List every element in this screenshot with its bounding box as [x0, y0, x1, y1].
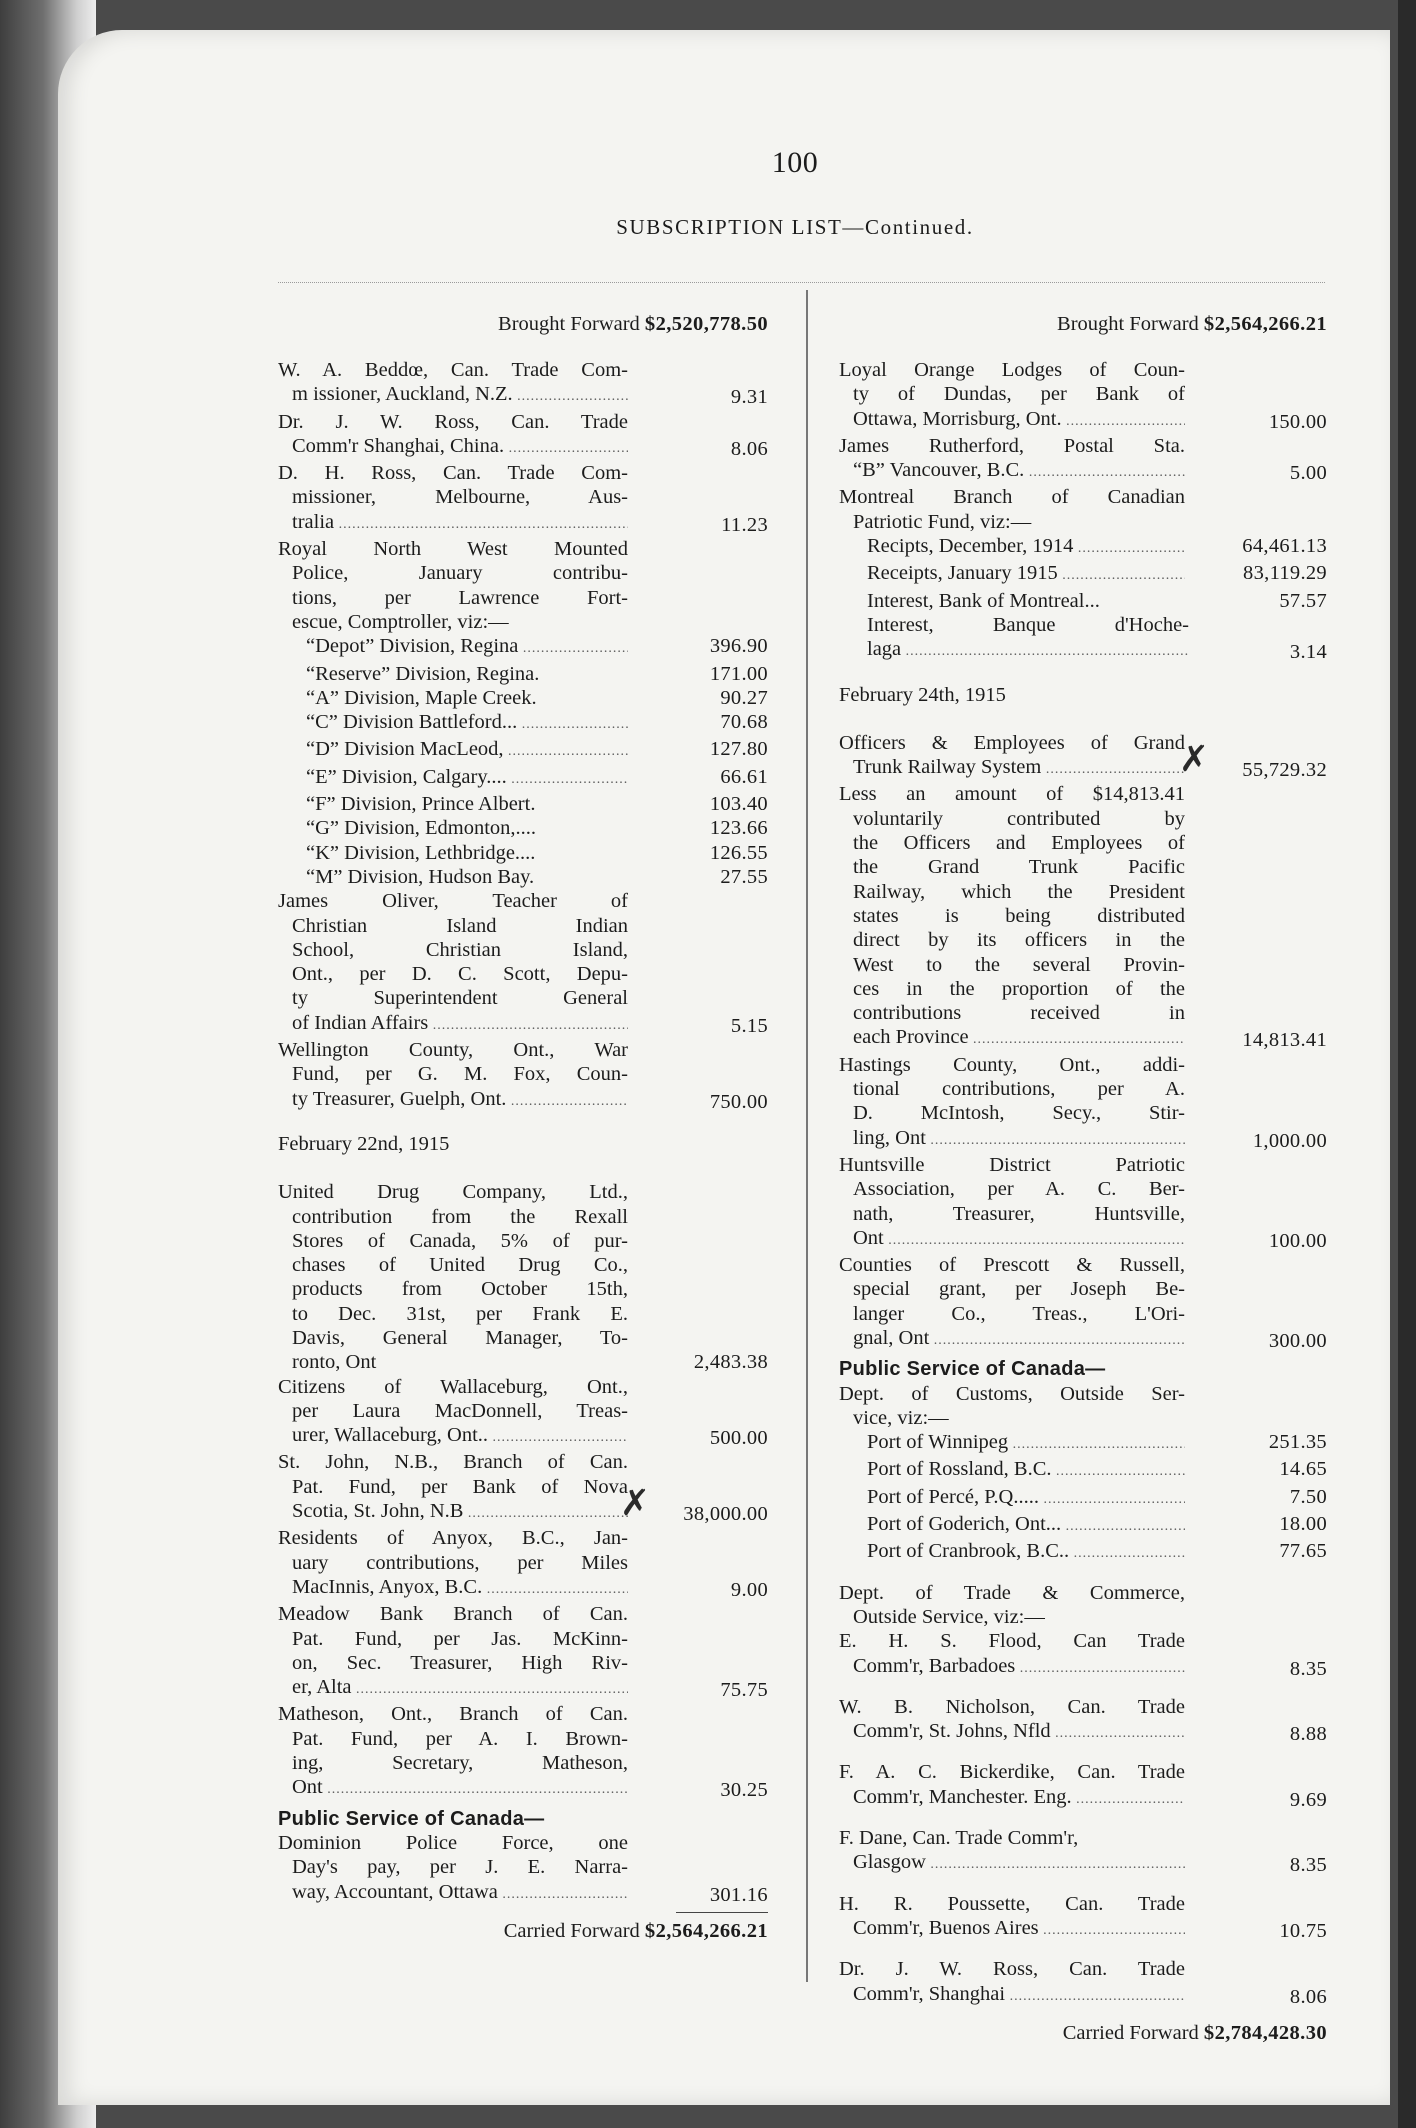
item-label: “D” Division MacLeod, .....	[306, 737, 628, 764]
entry-line: Pat. Fund, per Bank of Nova	[292, 1475, 628, 1498]
header-rule	[278, 282, 1325, 283]
entry-description	[278, 1180, 628, 1374]
itemized-line	[278, 737, 768, 764]
item-label: “Reserve” Division, Regina.	[306, 662, 540, 685]
itemized-line	[839, 1539, 1327, 1566]
entry-description	[278, 1526, 628, 1602]
entry-line: Royal North West Mounted	[278, 538, 628, 561]
item-amount: 77.65	[1279, 1540, 1327, 1563]
entry-line: Meadow Bank Branch of Can.	[278, 1603, 628, 1626]
entry-line: chases of United Drug Co.,	[292, 1254, 628, 1277]
entry-amount: 55,729.32	[1242, 759, 1327, 782]
carried-forward-line	[839, 2021, 1327, 2045]
entry-line: urer, Wallaceburg, Ont.. .....	[278, 1423, 628, 1450]
entry-line: laga .....	[867, 637, 1189, 664]
entry-description	[839, 1382, 1185, 1431]
date-heading: February 24th, 1915	[839, 683, 1006, 706]
item-amount: 3.14	[1289, 641, 1327, 664]
list-entry	[278, 1038, 768, 1114]
entry-line: Dr. J. W. Ross, Can. Trade	[839, 1958, 1185, 1981]
entry-line: Davis, General Manager, To-	[292, 1326, 628, 1349]
item-label: Receipts, January 1915 .....	[867, 561, 1185, 588]
list-entry	[278, 1702, 768, 1802]
entry-description	[278, 1831, 628, 1907]
itemized-line	[278, 662, 768, 686]
entry-line: tralia .....	[278, 510, 628, 537]
column-divider	[806, 290, 808, 1982]
carried-forward-label: Carried Forward	[1062, 2021, 1199, 2044]
list-entry	[839, 1053, 1327, 1153]
item-amount: 127.80	[709, 738, 768, 761]
entry-line: Dominion Police Force, one	[278, 1831, 628, 1854]
entry-line: uary contributions, per Miles	[292, 1551, 628, 1574]
entry-line: ces in the proportion of the	[853, 977, 1185, 1000]
itemized-line	[839, 1430, 1327, 1457]
entry-line: states is being distributed	[853, 904, 1185, 927]
itemized-line	[839, 589, 1327, 613]
entry-line: Officers & Employees of Grand	[839, 731, 1185, 754]
entry-line: H. R. Poussette, Can. Trade	[839, 1892, 1185, 1915]
left-entries	[278, 358, 768, 1907]
entry-line: Outside Service, viz:—	[853, 1605, 1045, 1628]
item-label: “K” Division, Lethbridge....	[306, 841, 536, 864]
entry-line: of Indian Affairs .....	[278, 1011, 628, 1038]
list-entry	[839, 1382, 1327, 1431]
entry-description	[278, 1602, 628, 1702]
item-amount: 396.90	[709, 635, 768, 658]
entry-description	[839, 1153, 1185, 1253]
entry-description	[839, 1053, 1185, 1153]
entry-line: Counties of Prescott & Russell,	[839, 1254, 1185, 1277]
list-entry	[839, 1581, 1327, 1630]
list-entry	[278, 1375, 768, 1451]
entry-line: Association, per A. C. Ber-	[853, 1178, 1185, 1201]
item-label: Port of Cranbrook, B.C.. .....	[867, 1539, 1185, 1566]
entry-line: per Laura MacDonnell, Treas-	[292, 1399, 628, 1422]
entry-amount: 2,483.38	[693, 1351, 768, 1374]
handwritten-check-mark: ✗	[619, 1483, 650, 1525]
entry-amount: 11.23	[721, 513, 768, 536]
itemized-line	[839, 1457, 1327, 1484]
entry-description	[839, 1892, 1185, 1944]
entry-line: ty of Dundas, per Bank of	[853, 383, 1185, 406]
entry-line: Comm'r, Barbadoes .....	[839, 1654, 1185, 1681]
entry-line: gnal, Ont .....	[839, 1326, 1185, 1353]
item-amount: 83,119.29	[1243, 562, 1327, 585]
entry-description	[278, 537, 628, 634]
entry-line: Day's pay, per J. E. Narra-	[292, 1856, 628, 1879]
list-entry	[839, 1826, 1327, 1878]
entry-line: Stores of Canada, 5% of pur-	[292, 1229, 628, 1252]
entry-line: Residents of Anyox, B.C., Jan-	[278, 1527, 628, 1550]
item-amount: 14.65	[1279, 1458, 1327, 1481]
entry-amount: 8.88	[1289, 1723, 1327, 1746]
entry-line: D. McIntosh, Secy., Stir-	[853, 1102, 1185, 1125]
item-amount: 66.61	[720, 765, 768, 788]
entry-line: tional contributions, per A.	[853, 1078, 1185, 1101]
itemized-line	[278, 792, 768, 816]
itemized-line	[278, 710, 768, 737]
entry-line: Fund, per G. M. Fox, Coun-	[292, 1063, 628, 1086]
entry-line: Comm'r, Buenos Aires .....	[839, 1916, 1185, 1943]
entry-amount: 750.00	[709, 1090, 768, 1113]
item-label: “E” Division, Calgary.... .....	[306, 765, 628, 792]
item-label	[839, 613, 1189, 665]
itemized-line	[278, 865, 768, 889]
entry-description	[278, 1450, 628, 1526]
entry-line: missioner, Melbourne, Aus-	[292, 486, 628, 509]
entry-line: Pat. Fund, per Jas. McKinn-	[292, 1627, 628, 1650]
entry-line: vice, viz:—	[853, 1406, 949, 1429]
itemized-line	[278, 634, 768, 661]
entry-amount: 8.06	[730, 437, 768, 460]
entry-line: James Rutherford, Postal Sta.	[839, 434, 1185, 457]
item-label: “G” Division, Edmonton,....	[306, 817, 537, 840]
entry-description	[278, 1702, 628, 1802]
item-label: “Depot” Division, Regina .....	[306, 634, 628, 661]
list-entry	[278, 1180, 768, 1374]
entry-line: Christian Island Indian	[292, 914, 628, 937]
right-column	[839, 312, 1327, 2045]
list-entry	[839, 782, 1327, 1052]
entry-line: the Grand Trunk Pacific	[853, 856, 1185, 879]
list-entry	[839, 358, 1327, 434]
item-label: Port of Goderich, Ont... .....	[867, 1512, 1185, 1539]
entry-line: Dept. of Customs, Outside Ser-	[839, 1382, 1185, 1405]
entry-line: ing, Secretary, Matheson,	[292, 1752, 628, 1775]
right-entries	[839, 358, 1327, 2009]
entry-line: Pat. Fund, per A. I. Brown-	[292, 1727, 628, 1750]
entry-line: contribution from the Rexall	[292, 1205, 628, 1228]
entry-line: Less an amount of $14,813.41	[839, 783, 1185, 806]
brought-forward-label: Brought Forward	[1057, 313, 1199, 335]
entry-description	[839, 1253, 1185, 1353]
item-amount: 123.66	[709, 817, 768, 840]
entry-line: Ont., per D. C. Scott, Depu-	[292, 963, 628, 986]
item-label: Recipts, December, 1914 .....	[867, 534, 1185, 561]
section-heading: Public Service of Canada—	[278, 1807, 545, 1830]
entry-description	[839, 358, 1185, 434]
entry-description	[278, 358, 628, 410]
list-entry	[278, 1450, 768, 1526]
entry-line: United Drug Company, Ltd.,	[278, 1181, 628, 1204]
section-heading: Public Service of Canada—	[839, 1358, 1106, 1381]
itemized-line	[839, 613, 1327, 665]
entry-line: Police, January contribu-	[292, 562, 628, 585]
entry-amount: 38,000.00	[683, 1503, 768, 1526]
list-entry	[278, 461, 768, 537]
entry-line: the Officers and Employees of	[853, 832, 1185, 855]
entry-description	[278, 461, 628, 537]
list-entry	[839, 1153, 1327, 1253]
entry-line: E. H. S. Flood, Can Trade	[839, 1630, 1185, 1653]
itemized-line	[278, 686, 768, 710]
itemized-line	[839, 1485, 1327, 1512]
entry-amount: 9.69	[1289, 1788, 1327, 1811]
list-entry	[278, 1602, 768, 1702]
entry-line: Patriotic Fund, viz:—	[853, 510, 1032, 533]
entry-line: way, Accountant, Ottawa .....	[278, 1880, 628, 1907]
entry-line: Comm'r, Shanghai .....	[839, 1982, 1185, 2009]
itemized-line	[278, 816, 768, 840]
entry-description	[839, 485, 1185, 534]
carried-forward-label: Carried Forward	[503, 1919, 640, 1942]
entry-amount: 9.31	[730, 386, 768, 409]
item-label: “M” Division, Hudson Bay.	[306, 865, 535, 888]
entry-line: Dr. J. W. Ross, Can. Trade	[278, 410, 628, 433]
list-entry	[278, 537, 768, 634]
item-amount: 70.68	[720, 711, 768, 734]
brought-forward-amount: $2,564,266.21	[1203, 313, 1327, 335]
item-amount: 90.27	[720, 686, 768, 709]
entry-line: Comm'r, Manchester. Eng. .....	[839, 1785, 1185, 1812]
entry-line: ronto, Ont	[292, 1351, 377, 1374]
entry-line: Railway, which the President	[853, 880, 1185, 903]
entry-description	[278, 889, 628, 1038]
entry-amount: 10.75	[1279, 1919, 1327, 1942]
item-amount: 64,461.13	[1242, 535, 1327, 558]
entry-description	[278, 410, 628, 462]
entry-line: West to the several Provin-	[853, 953, 1185, 976]
entry-line: James Oliver, Teacher of	[278, 890, 628, 913]
itemized-line	[839, 1512, 1327, 1539]
entry-line: Wellington County, Ont., War	[278, 1039, 628, 1062]
item-amount: 126.55	[709, 841, 768, 864]
entry-description	[839, 1826, 1185, 1878]
itemized-line	[839, 561, 1327, 588]
entry-line: products from October 15th,	[292, 1278, 628, 1301]
item-amount: 103.40	[709, 793, 768, 816]
entry-amount: 300.00	[1268, 1329, 1327, 1352]
entry-description	[839, 1760, 1185, 1812]
entry-line: W. B. Nicholson, Can. Trade	[839, 1695, 1185, 1718]
item-label: Port of Rossland, B.C. .....	[867, 1457, 1185, 1484]
brought-forward-amount: $2,520,778.50	[644, 313, 768, 335]
entry-line: ty Treasurer, Guelph, Ont. .....	[278, 1087, 628, 1114]
carried-forward-amount: $2,564,266.21	[644, 1919, 768, 1942]
item-label: “F” Division, Prince Albert.	[306, 793, 536, 816]
entry-line: Comm'r Shanghai, China. .....	[278, 434, 628, 461]
entry-line: on, Sec. Treasurer, High Riv-	[292, 1651, 628, 1674]
entry-amount: 150.00	[1268, 410, 1327, 433]
item-amount: 251.35	[1268, 1431, 1327, 1454]
entry-line: Ottawa, Morrisburg, Ont. .....	[839, 407, 1185, 434]
entry-line: “B” Vancouver, B.C. .....	[839, 458, 1185, 485]
entry-amount: 8.35	[1289, 1657, 1327, 1680]
entry-line: Scotia, St. John, N.B .....	[278, 1499, 628, 1526]
list-entry	[839, 1892, 1327, 1944]
entry-description	[839, 1957, 1185, 2009]
item-amount: 18.00	[1279, 1513, 1327, 1536]
page-number: 100	[771, 146, 819, 179]
entry-line: Ont .....	[839, 1226, 1185, 1253]
date-heading: February 22nd, 1915	[278, 1132, 450, 1155]
entry-amount: 9.00	[730, 1578, 768, 1601]
entry-amount: 500.00	[709, 1427, 768, 1450]
entry-line: escue, Comptroller, viz:—	[292, 610, 509, 633]
list-entry	[839, 1760, 1327, 1812]
scan-border	[1398, 0, 1416, 2128]
entry-line: m issioner, Auckland, N.Z. .....	[278, 382, 628, 409]
entry-line: F. A. C. Bickerdike, Can. Trade	[839, 1761, 1185, 1784]
entry-description	[839, 782, 1185, 1052]
entry-amount: 5.00	[1289, 462, 1327, 485]
entry-line: W. A. Beddœ, Can. Trade Com-	[278, 359, 628, 381]
item-label: Port of Percé, P.Q..... .....	[867, 1485, 1185, 1512]
itemized-line	[839, 534, 1327, 561]
page-title: SUBSCRIPTION LIST—Continued.	[616, 215, 974, 239]
entry-description	[278, 1375, 628, 1451]
list-entry	[839, 1957, 1327, 2009]
entry-line: tions, per Lawrence Fort-	[292, 586, 628, 609]
entry-description	[839, 434, 1185, 486]
entry-line: D. H. Ross, Can. Trade Com-	[278, 462, 628, 485]
list-entry	[278, 358, 768, 410]
entry-line: ling, Ont .....	[839, 1126, 1185, 1153]
list-entry	[839, 434, 1327, 486]
entry-line: Citizens of Wallaceburg, Ont.,	[278, 1375, 628, 1398]
list-entry	[278, 1831, 768, 1907]
entry-line: Matheson, Ont., Branch of Can.	[278, 1703, 628, 1726]
entry-description	[839, 1581, 1185, 1630]
brought-forward-label: Brought Forward	[498, 313, 640, 335]
list-entry	[278, 889, 768, 1038]
entry-line: Huntsville District Patriotic	[839, 1153, 1185, 1176]
entry-amount: 8.06	[1289, 1985, 1327, 2008]
left-column	[278, 312, 768, 1943]
entry-line: School, Christian Island,	[292, 938, 628, 961]
entry-line: F. Dane, Can. Trade Comm'r,	[839, 1827, 1079, 1850]
item-amount: 27.55	[720, 865, 768, 888]
entry-description	[839, 731, 1185, 783]
entry-amount: 1,000.00	[1252, 1129, 1327, 1152]
entry-line: each Province .....	[839, 1025, 1185, 1052]
entry-description	[839, 1695, 1185, 1747]
entry-amount: 301.16	[709, 1883, 768, 1906]
item-amount: 171.00	[709, 662, 768, 685]
item-label: Interest, Bank of Montreal...	[867, 589, 1100, 612]
item-amount: 57.57	[1279, 589, 1327, 612]
list-entry	[278, 410, 768, 462]
itemized-line	[278, 841, 768, 865]
entry-line: Ont .....	[278, 1775, 628, 1802]
total-rule	[676, 1912, 768, 1913]
list-entry	[839, 485, 1327, 534]
brought-forward-line	[839, 312, 1327, 358]
entry-line: ty Superintendent General	[292, 987, 628, 1010]
item-label: “C” Division Battleford... .....	[306, 710, 628, 737]
entry-line: nath, Treasurer, Huntsville,	[853, 1202, 1185, 1225]
entry-line: Trunk Railway System .....	[839, 755, 1185, 782]
item-label: Port of Winnipeg .....	[867, 1430, 1185, 1457]
entry-line: direct by its officers in the	[853, 929, 1185, 952]
list-entry	[839, 731, 1327, 783]
entry-line: Glasgow .....	[839, 1850, 1185, 1877]
entry-line: voluntarily contributed by	[853, 807, 1185, 830]
item-label: “A” Division, Maple Creek.	[306, 686, 537, 709]
list-entry	[839, 1253, 1327, 1353]
list-entry	[839, 1695, 1327, 1747]
entry-line: to Dec. 31st, per Frank E.	[292, 1302, 628, 1325]
entry-amount: 30.25	[720, 1779, 768, 1802]
brought-forward-line	[278, 312, 768, 358]
entry-line: langer Co., Treas., L'Ori-	[853, 1302, 1185, 1325]
entry-line: special grant, per Joseph Be-	[853, 1278, 1185, 1301]
entry-amount: 14,813.41	[1242, 1029, 1327, 1052]
entry-amount: 100.00	[1268, 1229, 1327, 1252]
entry-line: St. John, N.B., Branch of Can.	[278, 1451, 628, 1474]
carried-forward-amount: $2,784,428.30	[1203, 2021, 1327, 2044]
entry-line: contributions received in	[853, 1002, 1185, 1025]
list-entry	[839, 1629, 1327, 1681]
entry-amount: 8.35	[1289, 1854, 1327, 1877]
entry-line: Interest, Banque d'Hoche-	[867, 613, 1189, 636]
entry-line: Hastings County, Ont., addi-	[839, 1053, 1185, 1076]
entry-line: er, Alta .....	[278, 1675, 628, 1702]
entry-line: Comm'r, St. Johns, Nfld .....	[839, 1719, 1185, 1746]
list-entry	[278, 1526, 768, 1602]
entry-amount: 5.15	[730, 1014, 768, 1037]
entry-description	[839, 1629, 1185, 1681]
entry-amount: 75.75	[720, 1679, 768, 1702]
entry-line: Montreal Branch of Canadian	[839, 486, 1185, 509]
entry-description	[278, 1038, 628, 1114]
entry-line: Loyal Orange Lodges of Coun-	[839, 359, 1185, 381]
handwritten-check-mark: ✗	[1178, 739, 1209, 781]
entry-line: MacInnis, Anyox, B.C. .....	[278, 1575, 628, 1602]
carried-forward-line	[278, 1919, 768, 1943]
itemized-line	[278, 765, 768, 792]
entry-line: Dept. of Trade & Commerce,	[839, 1581, 1185, 1604]
item-amount: 7.50	[1289, 1485, 1327, 1508]
